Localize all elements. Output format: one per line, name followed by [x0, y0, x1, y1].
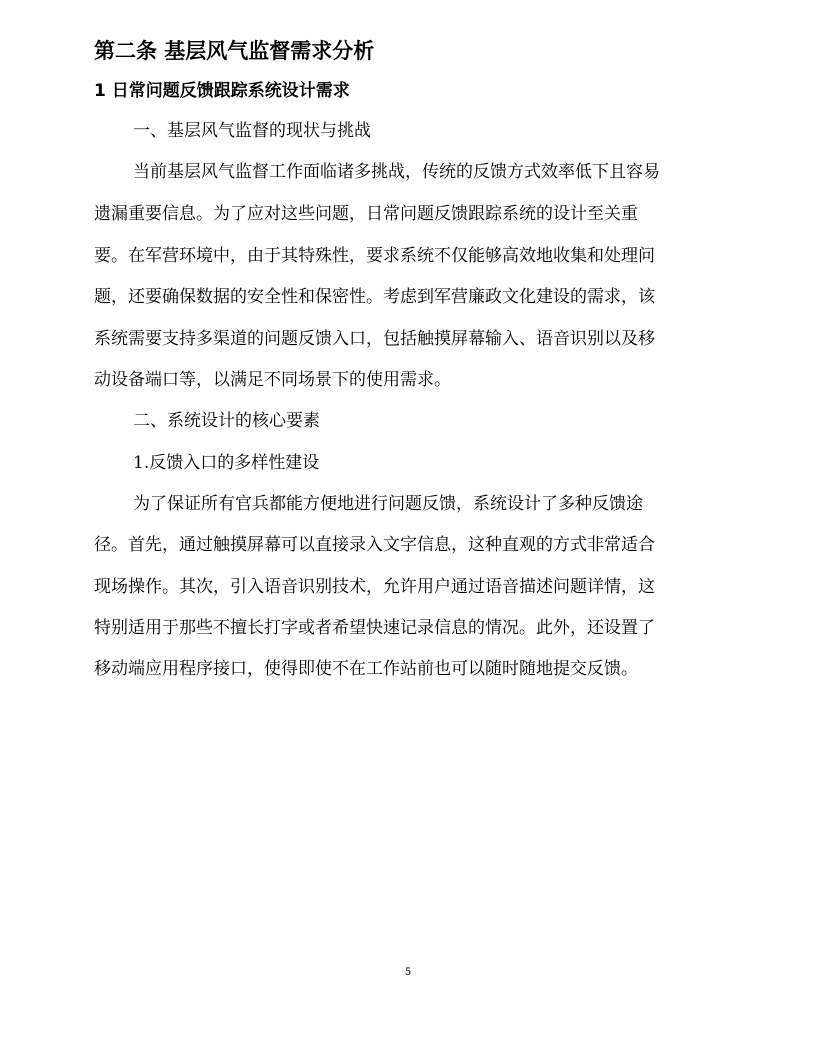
- paragraph-line: 题，还要确保数据的安全性和保密性。考虑到军营廉政文化建设的需求，该: [94, 287, 655, 307]
- paragraph-line: 为了保证所有官兵都能方便地进行问题反馈，系统设计了多种反馈途: [133, 494, 643, 514]
- paragraph-line: 遗漏重要信息。为了应对这些问题，日常问题反馈跟踪系统的设计至关重: [94, 204, 638, 224]
- paragraph-line: 特别适用于那些不擅长打字或者希望快速记录信息的情况。此外，还设置了: [94, 618, 655, 638]
- subsection-heading-status: 一、基层风气监督的现状与挑战: [133, 121, 371, 141]
- paragraph-line: 要。在军营环境中，由于其特殊性，要求系统不仅能够高效地收集和处理问: [94, 246, 655, 266]
- subsection-heading-core-elements: 二、系统设计的核心要素: [133, 411, 320, 431]
- paragraph-line: 系统需要支持多渠道的问题反馈入口，包括触摸屏幕输入、语音识别以及移: [94, 329, 655, 349]
- article-title: 第二条 基层风气监督需求分析: [94, 39, 375, 63]
- list-item-heading: 1.反馈入口的多样性建设: [133, 453, 320, 473]
- paragraph-line: 当前基层风气监督工作面临诸多挑战，传统的反馈方式效率低下且容易: [133, 162, 660, 182]
- paragraph-line: 现场操作。其次，引入语音识别技术，允许用户通过语音描述问题详情，这: [94, 577, 655, 597]
- page-number: 5: [404, 967, 412, 978]
- paragraph-line: 动设备端口等，以满足不同场景下的使用需求。: [94, 370, 451, 390]
- paragraph-line: 移动端应用程序接口，使得即使不在工作站前也可以随时随地提交反馈。: [94, 659, 638, 679]
- section-title: 1 日常问题反馈跟踪系统设计需求: [94, 81, 350, 101]
- paragraph-line: 径。首先，通过触摸屏幕可以直接录入文字信息，这种直观的方式非常适合: [94, 535, 655, 555]
